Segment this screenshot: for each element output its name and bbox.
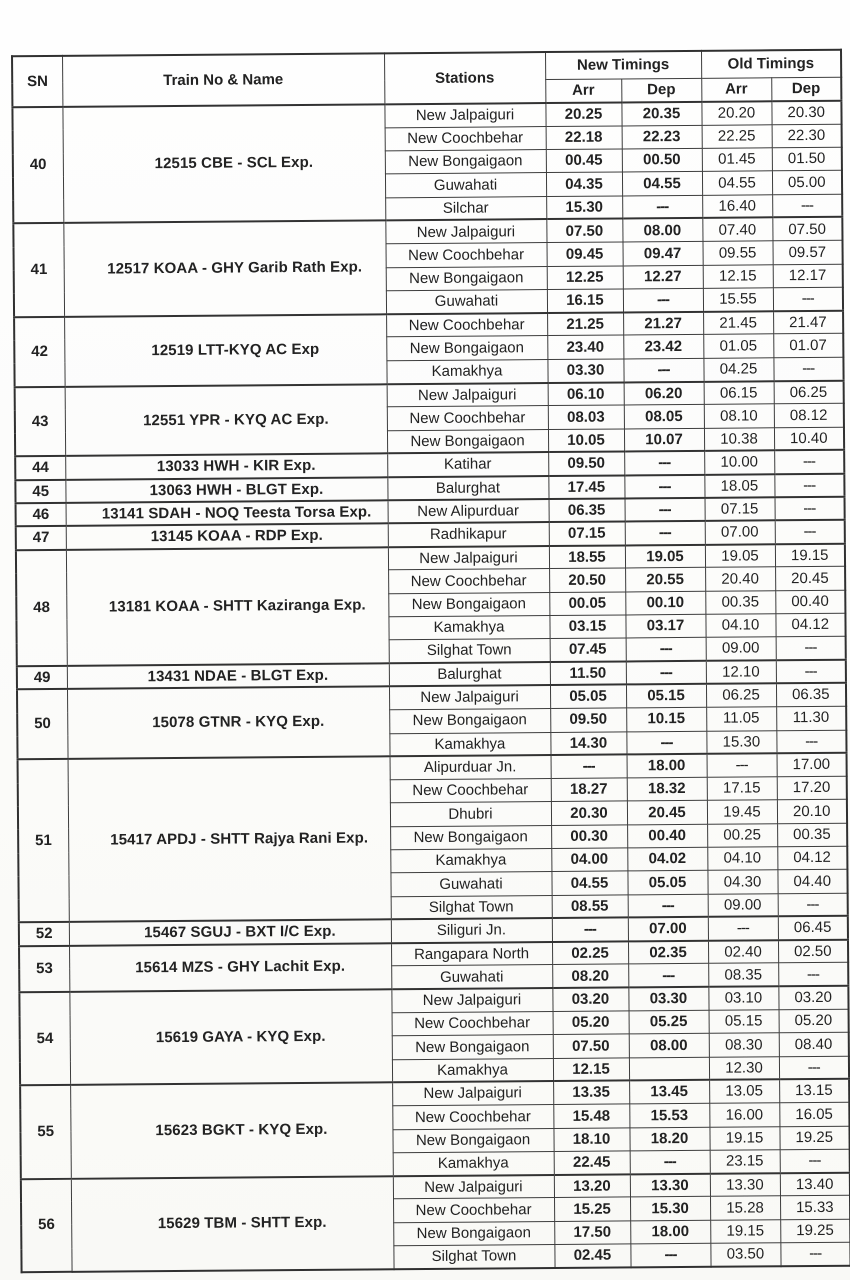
timetable-container (11, 49, 850, 1273)
old-departure-time-cell: 00.35 (777, 823, 847, 847)
old-departure-time-cell: --- (776, 660, 846, 684)
new-departure-time-cell: 05.15 (626, 684, 706, 708)
new-arrival-time-cell: 15.48 (553, 1104, 629, 1128)
header-stations: Stations (384, 52, 545, 104)
new-departure-time-cell: --- (626, 731, 706, 755)
station-cell: New Coochbehar (388, 569, 549, 594)
new-arrival-time-cell: 02.25 (552, 941, 628, 965)
new-departure-time-cell: 03.30 (628, 987, 708, 1011)
train-name-cell: 13141 SDAH - NOQ Teesta Torsa Exp. (66, 500, 388, 526)
new-arrival-time-cell: 09.50 (550, 708, 626, 732)
new-arrival-time-cell: 17.50 (554, 1221, 630, 1245)
station-cell: New Bongaigaon (389, 709, 550, 734)
new-arrival-time-cell: 07.50 (553, 1034, 629, 1058)
old-departure-time-cell: 03.20 (778, 986, 848, 1010)
new-departure-time-cell: 15.30 (630, 1197, 710, 1221)
new-departure-time-cell (629, 1057, 709, 1081)
serial-number-cell: 41 (13, 223, 64, 317)
old-departure-time-cell: --- (779, 1056, 849, 1080)
serial-number-cell: 49 (17, 666, 67, 690)
station-cell: New Coochbehar (386, 313, 547, 338)
old-departure-time-cell: 10.40 (774, 427, 844, 451)
old-arrival-time-cell: 08.10 (704, 404, 774, 428)
station-cell: New Bongaigaon (388, 592, 549, 617)
station-cell: New Jalpaiguri (384, 103, 545, 128)
old-departure-time-cell: --- (776, 730, 846, 754)
station-cell: Radhikapur (388, 522, 549, 547)
new-departure-time-cell: 08.05 (624, 405, 704, 429)
old-departure-time-cell: --- (774, 450, 844, 474)
station-cell: New Jalpaiguri (385, 220, 546, 245)
train-timings-table (11, 49, 850, 1273)
old-departure-time-cell: 01.07 (773, 334, 843, 358)
old-departure-time-cell: 19.25 (779, 1126, 849, 1150)
station-cell: Rangapara North (391, 942, 552, 967)
new-departure-time-cell: 04.02 (627, 847, 707, 871)
old-departure-time-cell: 08.12 (774, 404, 844, 428)
new-arrival-time-cell: 18.55 (549, 545, 625, 569)
train-name-cell: 15078 GTNR - KYQ Exp. (67, 687, 390, 759)
old-departure-time-cell: 06.45 (778, 916, 848, 940)
header-old-arr: Arr (701, 77, 771, 102)
station-cell: Guwahati (390, 872, 551, 897)
old-departure-time-cell: 16.05 (779, 1102, 849, 1126)
new-departure-time-cell: 05.05 (627, 871, 707, 895)
station-cell: Balurghat (387, 476, 548, 501)
new-arrival-time-cell: 07.15 (549, 522, 625, 546)
serial-number-cell: 45 (15, 480, 65, 504)
new-departure-time-cell: 12.27 (623, 265, 703, 289)
old-arrival-time-cell: 12.10 (706, 660, 776, 684)
new-departure-time-cell: --- (625, 498, 705, 522)
serial-number-cell: 54 (19, 992, 70, 1086)
train-name-cell: 13033 HWH - KIR Exp. (65, 454, 387, 480)
new-departure-time-cell: --- (630, 1150, 710, 1174)
new-departure-time-cell: 20.45 (627, 801, 707, 825)
old-arrival-time-cell: 09.00 (708, 893, 778, 917)
old-departure-time-cell: 20.30 (771, 101, 841, 125)
new-departure-time-cell: 02.35 (628, 940, 708, 964)
new-departure-time-cell: --- (622, 195, 702, 219)
station-cell: New Bongaigaon (386, 266, 547, 291)
new-departure-time-cell: 00.10 (625, 591, 705, 615)
train-name-cell: 12551 YPR - KYQ AC Exp. (65, 384, 388, 456)
new-departure-time-cell: --- (630, 1243, 710, 1267)
old-departure-time-cell: 17.20 (777, 776, 847, 800)
serial-number-cell: 40 (12, 107, 63, 224)
station-cell: New Jalpaiguri (389, 685, 550, 710)
station-cell: Guwahati (386, 289, 547, 314)
old-arrival-time-cell: 04.25 (703, 358, 773, 382)
train-name-cell: 15623 BGKT - KYQ Exp. (70, 1083, 393, 1179)
new-arrival-time-cell: 04.00 (551, 848, 627, 872)
old-arrival-time-cell: 00.35 (705, 591, 775, 615)
old-arrival-time-cell: 12.15 (703, 264, 773, 288)
new-departure-time-cell: 19.05 (625, 544, 705, 568)
station-cell: Guwahati (385, 173, 546, 198)
station-cell: New Bongaigaon (392, 1035, 553, 1060)
old-departure-time-cell: 13.40 (780, 1172, 850, 1196)
station-cell: Silchar (385, 196, 546, 221)
old-arrival-time-cell: 07.40 (702, 218, 772, 242)
old-departure-time-cell: --- (780, 1242, 850, 1266)
serial-number-cell: 56 (21, 1178, 72, 1272)
table-body (12, 101, 850, 1272)
old-departure-time-cell: 08.40 (779, 1033, 849, 1057)
station-cell: New Jalpaiguri (387, 383, 548, 408)
new-arrival-time-cell: 11.50 (550, 662, 626, 686)
new-arrival-time-cell: 13.35 (553, 1081, 629, 1105)
new-arrival-time-cell: 14.30 (550, 731, 626, 755)
new-departure-time-cell: 10.15 (626, 708, 706, 732)
new-arrival-time-cell: 04.55 (551, 871, 627, 895)
new-arrival-time-cell: 12.25 (547, 266, 623, 290)
new-departure-time-cell: 04.55 (622, 172, 702, 196)
new-arrival-time-cell: 18.27 (551, 778, 627, 802)
old-departure-time-cell: 11.30 (776, 706, 846, 730)
new-arrival-time-cell: 08.03 (548, 405, 624, 429)
new-arrival-time-cell: 20.25 (545, 102, 621, 126)
old-arrival-time-cell: 04.10 (707, 847, 777, 871)
old-arrival-time-cell: 03.10 (708, 987, 778, 1011)
new-departure-time-cell: 10.07 (624, 428, 704, 452)
new-arrival-time-cell: 09.50 (548, 452, 624, 476)
station-cell: New Jalpaiguri (392, 1081, 553, 1106)
old-arrival-time-cell: 08.30 (709, 1033, 779, 1057)
station-cell: New Alipurduar (388, 499, 549, 524)
new-departure-time-cell: --- (624, 475, 704, 499)
new-arrival-time-cell: 08.20 (552, 964, 628, 988)
header-new-dep: Dep (621, 78, 701, 103)
old-departure-time-cell: 19.15 (775, 543, 845, 567)
new-departure-time-cell: --- (628, 964, 708, 988)
station-cell: New Coochbehar (385, 126, 546, 151)
old-arrival-time-cell: 16.00 (709, 1103, 779, 1127)
old-arrival-time-cell: 23.15 (710, 1150, 780, 1174)
new-arrival-time-cell: 08.55 (552, 895, 628, 919)
old-arrival-time-cell: --- (708, 917, 778, 941)
new-departure-time-cell: 18.00 (630, 1220, 710, 1244)
old-arrival-time-cell: 07.00 (705, 521, 775, 545)
old-arrival-time-cell: 04.55 (702, 171, 772, 195)
new-departure-time-cell: 20.35 (621, 102, 701, 126)
station-cell: Balurghat (389, 662, 550, 687)
new-departure-time-cell: 18.00 (627, 754, 707, 778)
new-arrival-time-cell: 15.25 (554, 1197, 630, 1221)
new-departure-time-cell: 18.20 (629, 1127, 709, 1151)
old-arrival-time-cell: 04.10 (705, 614, 775, 638)
header-new-timings: New Timings (545, 51, 701, 79)
new-departure-time-cell: 06.20 (624, 381, 704, 405)
old-arrival-time-cell: 20.20 (701, 101, 771, 125)
old-departure-time-cell: 07.50 (772, 217, 842, 241)
old-arrival-time-cell: 12.30 (709, 1056, 779, 1080)
train-name-cell: 12519 LTT-KYQ AC Exp (64, 314, 387, 386)
new-departure-time-cell: 20.55 (625, 568, 705, 592)
new-departure-time-cell: 21.27 (623, 312, 703, 336)
header-train-no-name: Train No & Name (62, 53, 384, 107)
station-cell: Silghat Town (393, 1245, 554, 1270)
station-cell: Dhubri (390, 802, 551, 827)
new-arrival-time-cell: 18.10 (553, 1127, 629, 1151)
new-departure-time-cell: 07.00 (628, 917, 708, 941)
station-cell: Kamakhya (393, 1151, 554, 1176)
old-arrival-time-cell: 20.40 (705, 567, 775, 591)
old-arrival-time-cell: 22.25 (702, 125, 772, 149)
old-departure-time-cell: 01.50 (772, 147, 842, 171)
new-departure-time-cell: --- (623, 358, 703, 382)
new-departure-time-cell: 15.53 (629, 1104, 709, 1128)
station-cell: Kamakhya (386, 359, 547, 384)
old-departure-time-cell: 13.15 (779, 1079, 849, 1103)
new-departure-time-cell: --- (626, 661, 706, 685)
new-arrival-time-cell: 04.35 (546, 172, 622, 196)
new-arrival-time-cell: 15.30 (546, 196, 622, 220)
old-arrival-time-cell: 02.40 (708, 940, 778, 964)
old-departure-time-cell: 19.25 (780, 1219, 850, 1243)
station-cell: Alipurduar Jn. (390, 755, 551, 780)
new-departure-time-cell: 23.42 (623, 335, 703, 359)
old-arrival-time-cell: 15.30 (706, 730, 776, 754)
old-arrival-time-cell: 13.30 (710, 1173, 780, 1197)
new-arrival-time-cell: 13.20 (554, 1174, 630, 1198)
new-departure-time-cell: 13.30 (630, 1173, 710, 1197)
old-departure-time-cell: 21.47 (773, 310, 843, 334)
old-arrival-time-cell: 16.40 (702, 194, 772, 218)
station-cell: New Jalpaiguri (391, 988, 552, 1013)
new-departure-time-cell: --- (624, 451, 704, 475)
serial-number-cell: 43 (15, 386, 66, 456)
new-arrival-time-cell: 00.45 (546, 149, 622, 173)
new-arrival-time-cell: 06.35 (549, 498, 625, 522)
old-arrival-time-cell: 09.55 (702, 241, 772, 265)
new-departure-time-cell: 05.25 (629, 1010, 709, 1034)
old-arrival-time-cell: 19.15 (710, 1220, 780, 1244)
old-arrival-time-cell: 19.15 (709, 1126, 779, 1150)
old-arrival-time-cell: 04.30 (707, 870, 777, 894)
old-arrival-time-cell: 19.45 (707, 800, 777, 824)
new-departure-time-cell: 00.50 (622, 148, 702, 172)
new-arrival-time-cell: 12.15 (553, 1058, 629, 1082)
old-departure-time-cell: 12.17 (773, 264, 843, 288)
train-name-cell: 15467 SGUJ - BXT I/C Exp. (69, 920, 391, 946)
old-arrival-time-cell: 01.05 (703, 334, 773, 358)
serial-number-cell: 55 (20, 1085, 71, 1179)
new-arrival-time-cell: 03.20 (552, 988, 628, 1012)
old-arrival-time-cell: 05.15 (709, 1010, 779, 1034)
old-arrival-time-cell: 01.45 (702, 148, 772, 172)
old-departure-time-cell: 04.12 (777, 846, 847, 870)
station-cell: New Coochbehar (387, 406, 548, 431)
header-sn: SN (12, 56, 62, 107)
old-departure-time-cell: 15.33 (780, 1196, 850, 1220)
old-departure-time-cell: 05.00 (772, 171, 842, 195)
header-old-timings: Old Timings (701, 50, 841, 78)
old-departure-time-cell: 09.57 (772, 241, 842, 265)
station-cell: Kamakhya (392, 1058, 553, 1083)
serial-number-cell: 47 (16, 526, 66, 550)
station-cell: Kamakhya (389, 732, 550, 757)
new-arrival-time-cell: 05.05 (550, 685, 626, 709)
old-departure-time-cell: --- (778, 963, 848, 987)
station-cell: Katihar (387, 453, 548, 478)
old-arrival-time-cell: 17.15 (707, 777, 777, 801)
old-departure-time-cell: --- (776, 637, 846, 661)
new-departure-time-cell: 08.00 (622, 218, 702, 242)
old-arrival-time-cell: 10.00 (704, 451, 774, 475)
station-cell: Silghat Town (391, 895, 552, 920)
old-departure-time-cell: 02.50 (778, 939, 848, 963)
station-cell: New Bongaigaon (393, 1221, 554, 1246)
table-header (12, 50, 841, 108)
old-departure-time-cell: 17.00 (777, 753, 847, 777)
old-arrival-time-cell: 07.15 (705, 497, 775, 521)
new-departure-time-cell: 08.00 (629, 1034, 709, 1058)
train-name-cell: 15619 GAYA - KYQ Exp. (69, 990, 392, 1086)
new-arrival-time-cell: --- (551, 755, 627, 779)
new-departure-time-cell: --- (623, 288, 703, 312)
serial-number-cell: 51 (18, 759, 69, 922)
new-arrival-time-cell: 05.20 (553, 1011, 629, 1035)
station-cell: New Bongaigaon (386, 336, 547, 361)
train-name-cell: 15629 TBM - SHTT Exp. (71, 1176, 394, 1272)
new-departure-time-cell: 00.40 (627, 824, 707, 848)
train-name-cell: 13063 HWH - BLGT Exp. (65, 477, 387, 503)
new-arrival-time-cell: 16.15 (547, 289, 623, 313)
train-name-cell: 12515 CBE - SCL Exp. (62, 104, 385, 223)
old-arrival-time-cell: 09.00 (706, 637, 776, 661)
old-departure-time-cell: 20.10 (777, 800, 847, 824)
old-arrival-time-cell: 08.35 (708, 963, 778, 987)
new-departure-time-cell: 13.45 (629, 1080, 709, 1104)
train-name-cell: 12517 KOAA - GHY Garib Rath Exp. (63, 221, 386, 317)
station-cell: New Bongaigaon (387, 429, 548, 454)
old-arrival-time-cell: 10.38 (704, 427, 774, 451)
new-arrival-time-cell: 10.05 (548, 429, 624, 453)
train-name-cell: 13145 KOAA - RDP Exp. (66, 524, 388, 550)
station-cell: Silghat Town (389, 639, 550, 664)
station-cell: New Coochbehar (386, 243, 547, 268)
new-departure-time-cell: --- (626, 638, 706, 662)
old-departure-time-cell: --- (773, 357, 843, 381)
station-cell: New Jalpaiguri (388, 546, 549, 571)
old-departure-time-cell: --- (772, 194, 842, 218)
station-cell: Guwahati (391, 965, 552, 990)
old-arrival-time-cell: 15.28 (710, 1196, 780, 1220)
header-old-dep: Dep (771, 77, 841, 102)
serial-number-cell: 50 (17, 689, 68, 759)
station-cell: New Bongaigaon (392, 1128, 553, 1153)
old-arrival-time-cell: 13.05 (709, 1080, 779, 1104)
old-departure-time-cell: 06.35 (776, 683, 846, 707)
new-arrival-time-cell: 03.30 (547, 359, 623, 383)
station-cell: Siliguri Jn. (391, 918, 552, 943)
new-arrival-time-cell: 17.45 (548, 475, 624, 499)
station-cell: New Jalpaiguri (393, 1175, 554, 1200)
serial-number-cell: 42 (14, 317, 65, 387)
old-arrival-time-cell: 03.50 (710, 1243, 780, 1267)
new-departure-time-cell: --- (628, 894, 708, 918)
train-name-cell: 15614 MZS - GHY Lachit Exp. (69, 943, 391, 992)
train-name-cell: 13431 NDAE - BLGT Exp. (67, 663, 389, 689)
serial-number-cell: 46 (16, 503, 66, 527)
station-cell: New Coochbehar (390, 779, 551, 804)
new-departure-time-cell: 03.17 (625, 614, 705, 638)
new-arrival-time-cell: --- (552, 918, 628, 942)
old-departure-time-cell: 05.20 (779, 1009, 849, 1033)
serial-number-cell: 48 (16, 549, 67, 666)
old-arrival-time-cell: 18.05 (704, 474, 774, 498)
new-arrival-time-cell: 21.25 (547, 312, 623, 336)
old-departure-time-cell: 04.40 (777, 870, 847, 894)
old-arrival-time-cell: 00.25 (707, 823, 777, 847)
new-arrival-time-cell: 09.45 (547, 242, 623, 266)
serial-number-cell: 52 (19, 922, 69, 946)
station-cell: New Bongaigaon (390, 825, 551, 850)
new-departure-time-cell: 22.23 (622, 125, 702, 149)
station-cell: New Coochbehar (393, 1198, 554, 1223)
new-arrival-time-cell: 07.45 (550, 638, 626, 662)
old-arrival-time-cell: 21.45 (703, 311, 773, 335)
station-cell: New Coochbehar (392, 1012, 553, 1037)
new-arrival-time-cell: 20.30 (551, 801, 627, 825)
old-departure-time-cell: --- (778, 893, 848, 917)
station-cell: New Coochbehar (392, 1105, 553, 1130)
old-departure-time-cell: 20.45 (775, 567, 845, 591)
new-arrival-time-cell: 07.50 (546, 219, 622, 243)
train-name-cell: 15417 APDJ - SHTT Rajya Rani Exp. (68, 757, 391, 923)
new-arrival-time-cell: 22.45 (554, 1151, 630, 1175)
old-departure-time-cell: --- (780, 1149, 850, 1173)
old-departure-time-cell: 06.25 (774, 380, 844, 404)
new-departure-time-cell: 18.32 (627, 777, 707, 801)
old-departure-time-cell: --- (775, 520, 845, 544)
new-arrival-time-cell: 00.05 (549, 592, 625, 616)
station-cell: Kamakhya (390, 849, 551, 874)
old-arrival-time-cell: 15.55 (703, 288, 773, 312)
old-departure-time-cell: 00.40 (775, 590, 845, 614)
new-arrival-time-cell: 20.50 (549, 568, 625, 592)
new-arrival-time-cell: 00.30 (551, 825, 627, 849)
old-arrival-time-cell: 06.15 (704, 381, 774, 405)
header-new-arr: Arr (545, 78, 621, 103)
new-arrival-time-cell: 22.18 (546, 126, 622, 150)
serial-number-cell: 53 (19, 946, 69, 993)
new-arrival-time-cell: 06.10 (548, 382, 624, 406)
old-departure-time-cell: --- (774, 473, 844, 497)
station-cell: Kamakhya (388, 616, 549, 641)
old-arrival-time-cell: 19.05 (705, 544, 775, 568)
station-cell: New Bongaigaon (385, 150, 546, 175)
old-departure-time-cell: 22.30 (772, 124, 842, 148)
new-arrival-time-cell: 23.40 (547, 335, 623, 359)
old-departure-time-cell: --- (773, 287, 843, 311)
new-arrival-time-cell: 03.15 (549, 615, 625, 639)
train-name-cell: 13181 KOAA - SHTT Kaziranga Exp. (66, 547, 389, 666)
old-departure-time-cell: --- (775, 497, 845, 521)
new-departure-time-cell: --- (625, 521, 705, 545)
new-arrival-time-cell: 02.45 (554, 1244, 630, 1268)
new-departure-time-cell: 09.47 (623, 242, 703, 266)
old-arrival-time-cell: 06.25 (706, 684, 776, 708)
old-departure-time-cell: 04.12 (775, 613, 845, 637)
old-arrival-time-cell: --- (707, 754, 777, 778)
old-arrival-time-cell: 11.05 (706, 707, 776, 731)
serial-number-cell: 44 (15, 456, 65, 480)
